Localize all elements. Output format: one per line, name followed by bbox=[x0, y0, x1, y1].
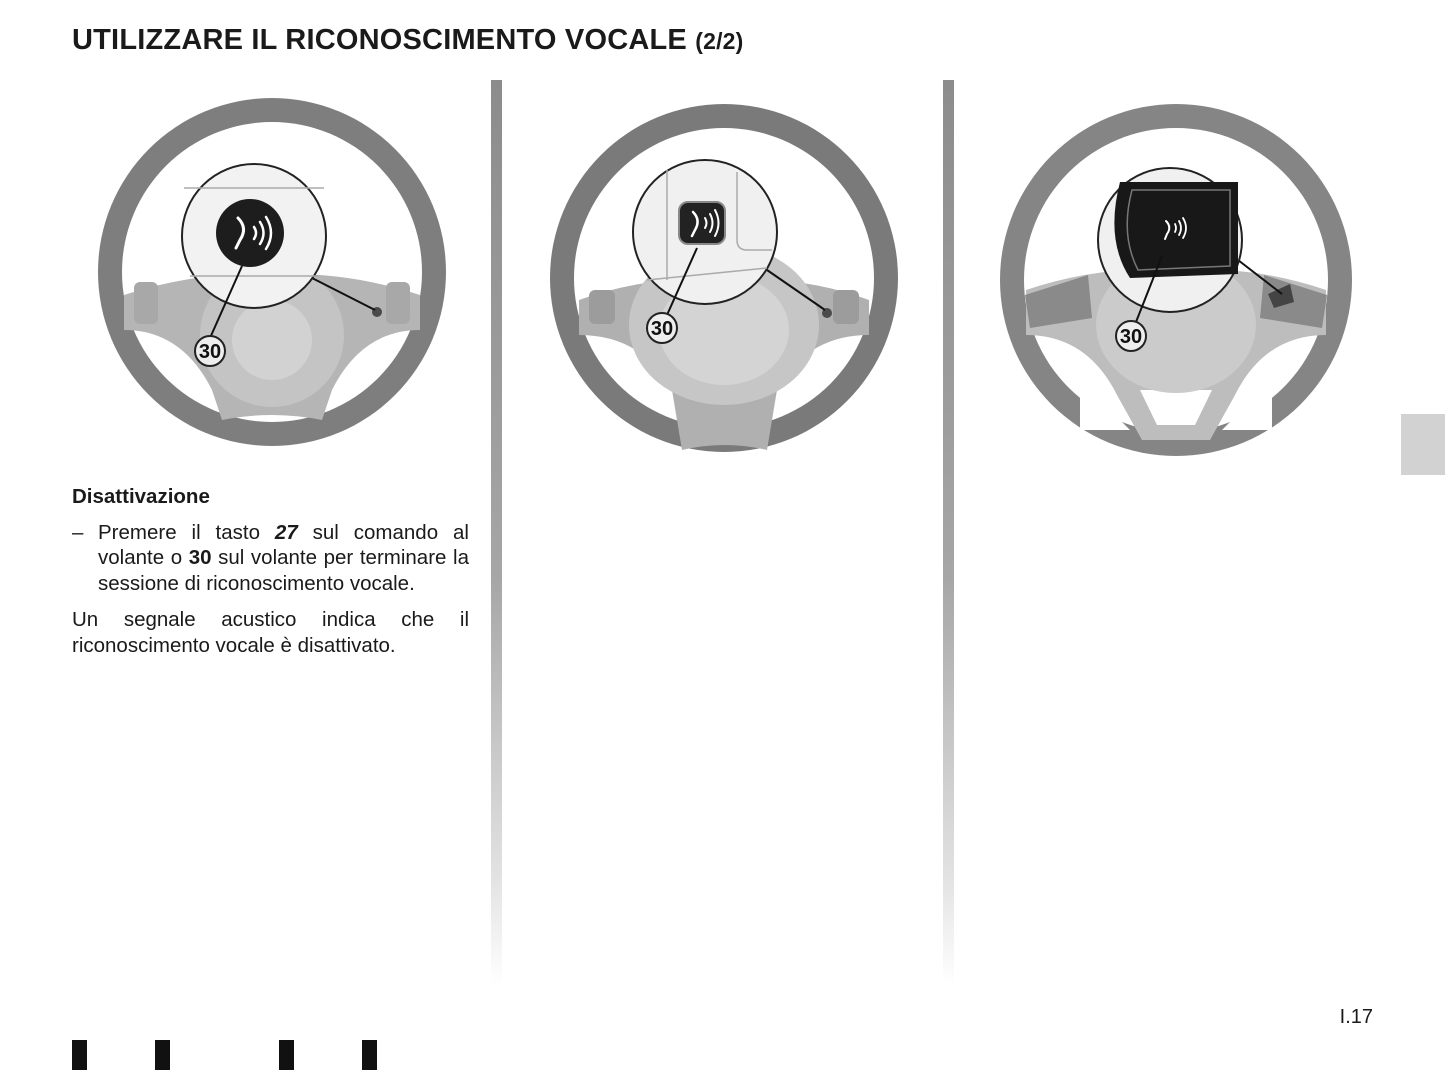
left-controls bbox=[134, 282, 158, 324]
column-divider-right bbox=[943, 80, 954, 985]
crop-mark bbox=[279, 1040, 294, 1070]
instruction-part-3: sul volante per terminare la sessione di riconoscimento vocale. bbox=[98, 546, 469, 595]
crop-mark bbox=[72, 1040, 87, 1070]
instruction-part-2: sul comando al volante o bbox=[98, 520, 469, 569]
bullet-dash: – bbox=[72, 520, 84, 544]
chapter-side-tab bbox=[1401, 414, 1445, 475]
callout-30-figure-2 bbox=[647, 313, 677, 343]
page-title-text: UTILIZZARE IL RICONOSCIMENTO VOCALE bbox=[72, 24, 687, 56]
instruction-bullet bbox=[72, 520, 469, 597]
voice-recognition-icon bbox=[216, 199, 284, 267]
callout-30-figure-1 bbox=[195, 336, 225, 366]
page-number: I.17 bbox=[1339, 1006, 1373, 1028]
deactivation-section bbox=[72, 484, 469, 658]
svg-text:30: 30 bbox=[198, 341, 222, 363]
section-heading: Disattivazione bbox=[72, 485, 210, 508]
column-divider-left bbox=[491, 80, 502, 985]
left-controls bbox=[589, 290, 615, 324]
right-controls bbox=[833, 290, 859, 324]
crop-mark bbox=[155, 1040, 170, 1070]
info-paragraph: Un segnale acustico indica che il riconoscimento vocale è disattivato. bbox=[72, 608, 469, 657]
svg-text:30: 30 bbox=[650, 318, 674, 340]
steering-wheel-figure-1 bbox=[72, 90, 472, 470]
page-title-part: (2/2) bbox=[695, 28, 744, 54]
key-27-reference: 27 bbox=[274, 520, 298, 544]
steering-wheel-figure-3 bbox=[980, 90, 1380, 470]
key-30-reference: 30 bbox=[188, 546, 212, 569]
voice-recognition-icon bbox=[1114, 182, 1238, 278]
svg-text:30: 30 bbox=[1119, 326, 1143, 348]
instruction-text bbox=[98, 520, 469, 597]
callout-30-figure-3 bbox=[1116, 321, 1146, 351]
right-controls bbox=[386, 282, 410, 324]
crop-mark bbox=[362, 1040, 377, 1070]
page-title bbox=[72, 24, 744, 57]
voice-recognition-icon bbox=[679, 202, 725, 244]
instruction-part-1: Premere il tasto bbox=[98, 520, 275, 544]
steering-wheel-figure-2 bbox=[527, 90, 927, 470]
